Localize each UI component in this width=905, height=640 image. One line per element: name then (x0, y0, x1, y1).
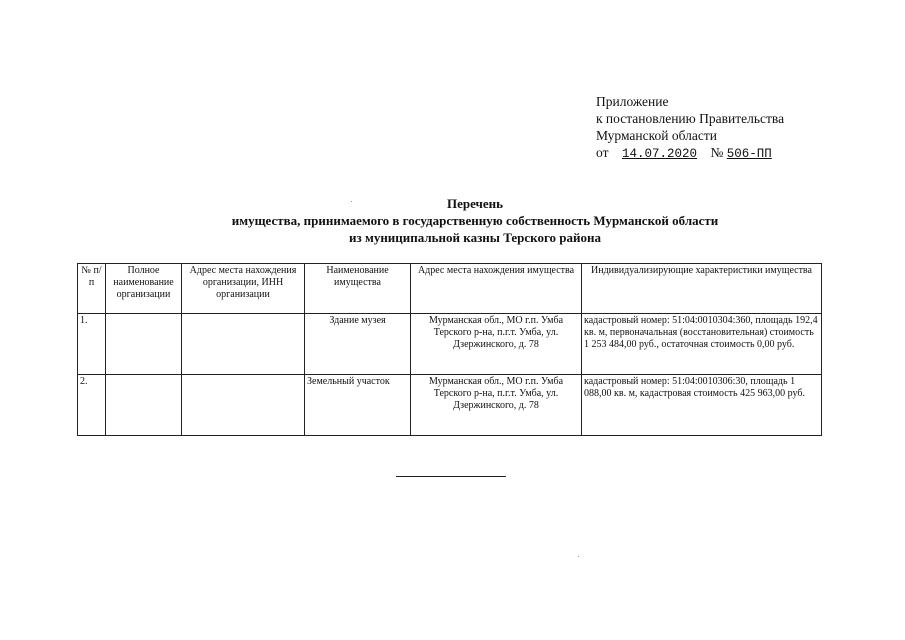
row-property-name: Здание музея (305, 314, 411, 375)
approval-date: 14.07.2020 (621, 147, 697, 161)
closing-divider (396, 476, 506, 477)
header-org-name: Полное наименование организации (106, 264, 182, 314)
row-characteristics: кадастровый номер: 51:04:0010304:360, площадь 192,4 кв. м, первоначальная (восстановительная) стоимость 1 253 484,00 руб., остаточная стоимость 0,00 руб. (582, 314, 822, 375)
header-number: № п/п (78, 264, 106, 314)
table-row (78, 375, 822, 436)
row-property-name: Земельный участок (305, 375, 411, 436)
row-org-name (106, 314, 182, 375)
approval-line-3: Мурманской области (596, 128, 717, 143)
header-property-name: Наименование имущества (305, 264, 411, 314)
row-property-address: Мурманская обл., МО г.п. Умба Терского р-на, п.г.т. Умба, ул. Дзержинского, д. 78 (411, 375, 582, 436)
table-row (78, 314, 822, 375)
approval-block (596, 93, 784, 163)
row-org-address (182, 314, 305, 375)
title-line-1: Перечень (446, 196, 504, 211)
header-org-address: Адрес места нахождения организации, ИНН организации (182, 264, 305, 314)
approval-line-2: к постановлению Правительства (596, 111, 785, 126)
approval-date-line (596, 144, 784, 163)
approval-number: 506-ПП (726, 147, 772, 161)
row-characteristics: кадастровый номер: 51:04:0010306:30, площадь 1 088,00 кв. м, кадастровая стоимость 425 963,00 руб. (582, 375, 822, 436)
number-prefix: № (710, 145, 724, 160)
row-number: 2. (78, 375, 106, 436)
document-title (170, 195, 780, 246)
scan-speck (578, 556, 579, 557)
date-prefix: от (596, 145, 609, 160)
property-table (77, 263, 822, 436)
title-line-3: из муниципальной казны Терского района (349, 230, 601, 245)
header-property-address: Адрес места нахождения имущества (411, 264, 582, 314)
title-line-2: имущества, принимаемого в государственную собственность Мурманской области (231, 213, 719, 228)
header-characteristics: Индивидуализирующие характеристики имущества (582, 264, 822, 314)
row-org-address (182, 375, 305, 436)
row-number: 1. (78, 314, 106, 375)
row-property-address: Мурманская обл., МО г.п. Умба Терского р-на, п.г.т. Умба, ул. Дзержинского, д. 78 (411, 314, 582, 375)
approval-line-1: Приложение (596, 94, 669, 109)
scan-speck (351, 201, 352, 202)
table-header-row (78, 264, 822, 314)
row-org-name (106, 375, 182, 436)
